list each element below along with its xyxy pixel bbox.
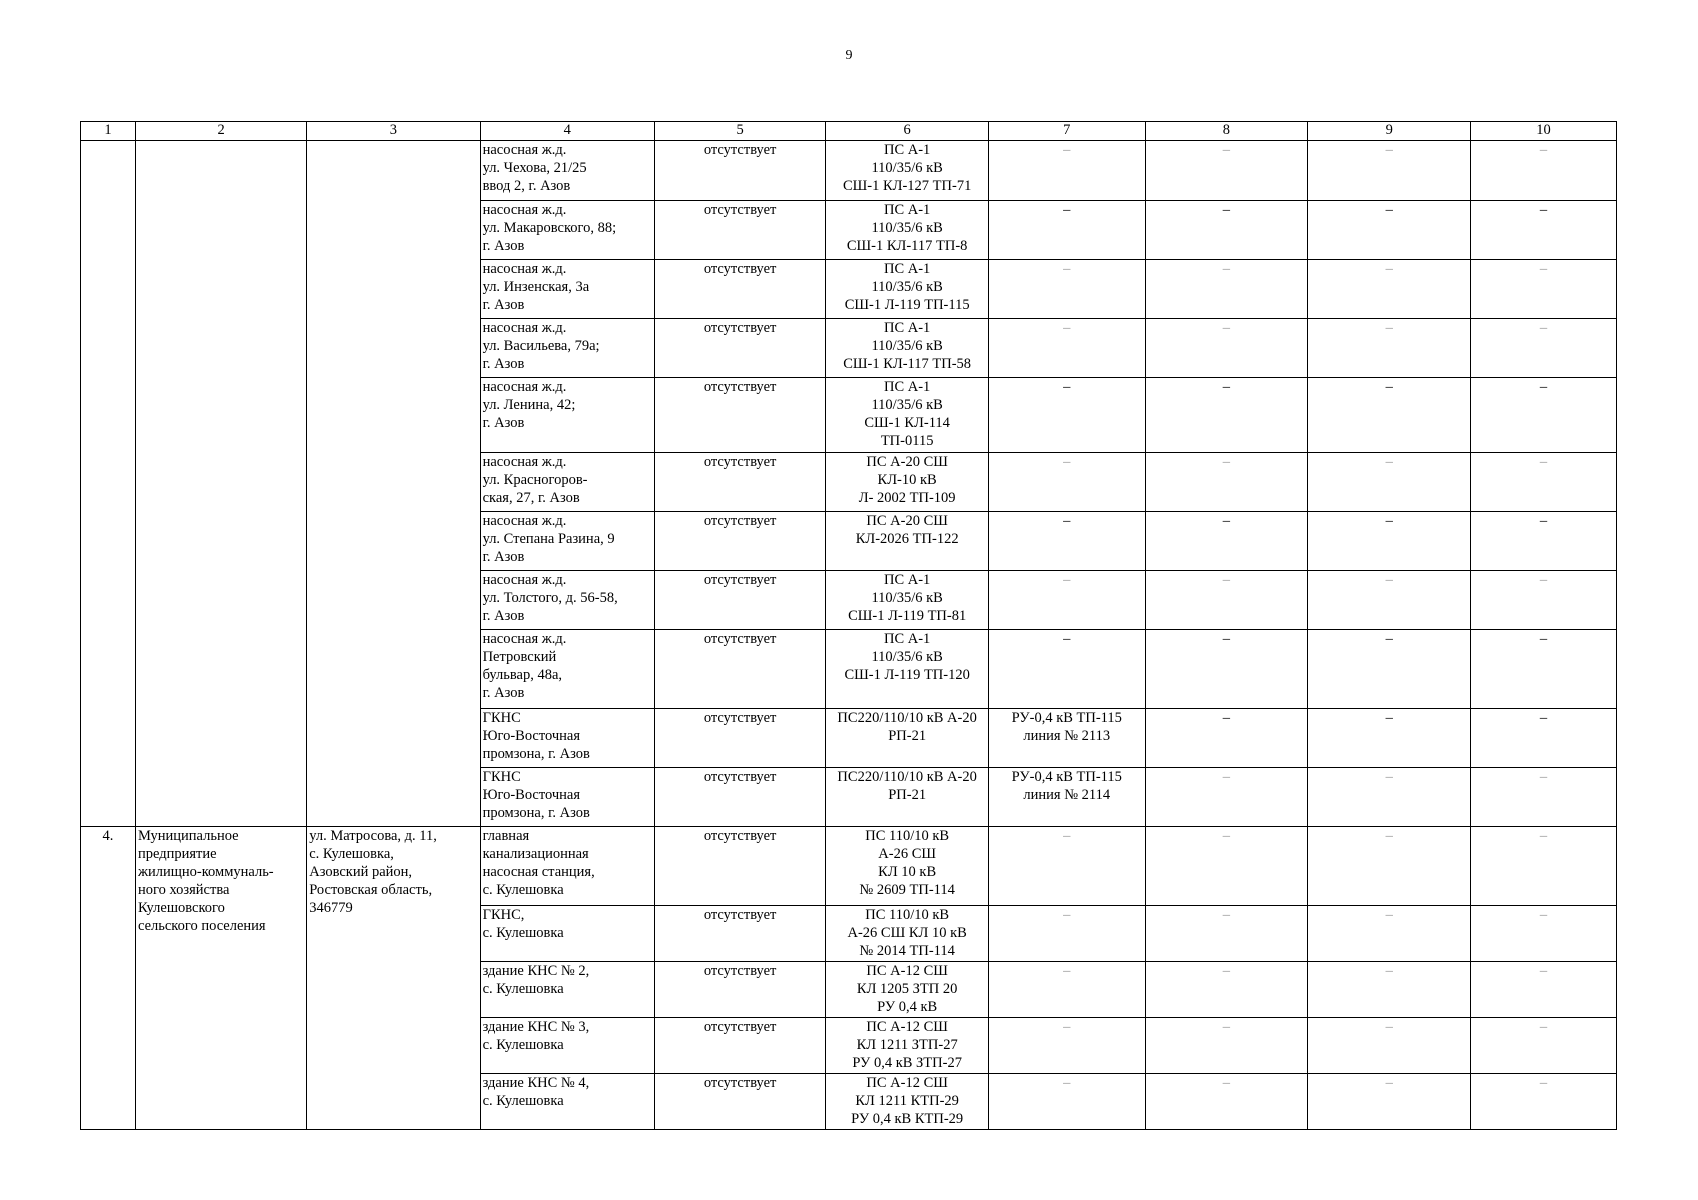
- cell-col8: –: [1145, 827, 1308, 906]
- cell-col9: –: [1308, 962, 1471, 1018]
- cell-col8: –: [1145, 571, 1308, 630]
- cell-col7: –: [989, 630, 1145, 709]
- cell-object: насосная ж.д. ул. Чехова, 21/25 ввод 2, г. Азов: [480, 141, 654, 201]
- cell-col10: –: [1471, 768, 1617, 827]
- cell-col7: –: [989, 1018, 1145, 1074]
- cell-col7: –: [989, 260, 1145, 319]
- cell-object: насосная ж.д. ул. Толстого, д. 56-58, г. Азов: [480, 571, 654, 630]
- cell-status: отсутствует: [655, 453, 826, 512]
- cell-supply-source: ПС А-1 110/35/6 кВ СШ-1 Л-119 ТП-115: [826, 260, 989, 319]
- cell-object: ГКНС Юго-Восточная промзона, г. Азов: [480, 768, 654, 827]
- cell-object: насосная ж.д. ул. Ленина, 42; г. Азов: [480, 378, 654, 453]
- cell-supply-source: ПС А-12 СШ КЛ 1205 ЗТП 20 РУ 0,4 кВ: [826, 962, 989, 1018]
- cell-col8: –: [1145, 378, 1308, 453]
- table-row: [81, 827, 1617, 906]
- cell-supply-source: ПС А-20 СШ КЛ-2026 ТП-122: [826, 512, 989, 571]
- column-header: 1: [81, 122, 136, 141]
- cell-supply-source: ПС 110/10 кВ А-26 СШ КЛ 10 кВ № 2609 ТП-114: [826, 827, 989, 906]
- cell-col7: –: [989, 201, 1145, 260]
- cell-col8: –: [1145, 1018, 1308, 1074]
- cell-object: главная канализационная насосная станция, с. Кулешовка: [480, 827, 654, 906]
- cell-connection-point: РУ-0,4 кВ ТП-115 линия № 2113: [989, 709, 1145, 768]
- cell-object: насосная ж.д. ул. Макаровского, 88; г. Азов: [480, 201, 654, 260]
- cell-supply-source: ПС220/110/10 кВ А-20 РП-21: [826, 768, 989, 827]
- cell-status: отсутствует: [655, 571, 826, 630]
- cell-supply-source: ПС А-1 110/35/6 кВ СШ-1 КЛ-117 ТП-8: [826, 201, 989, 260]
- column-header: 4: [480, 122, 654, 141]
- cell-col7: –: [989, 962, 1145, 1018]
- cell-col10: –: [1471, 319, 1617, 378]
- cell-object: ГКНС, с. Кулешовка: [480, 906, 654, 962]
- cell-col7: –: [989, 319, 1145, 378]
- cell-col8: –: [1145, 906, 1308, 962]
- cell-col8: –: [1145, 768, 1308, 827]
- cell-number-empty: [81, 141, 136, 827]
- cell-col7: –: [989, 378, 1145, 453]
- cell-org-empty: [135, 141, 306, 827]
- cell-status: отсутствует: [655, 962, 826, 1018]
- cell-object: здание КНС № 3, с. Кулешовка: [480, 1018, 654, 1074]
- cell-org-name: Муниципальное предприятие жилищно-коммуналь- ного хозяйства Кулешовского сельского поселения: [135, 827, 306, 1130]
- cell-status: отсутствует: [655, 630, 826, 709]
- cell-status: отсутствует: [655, 260, 826, 319]
- column-header: 10: [1471, 122, 1617, 141]
- cell-col9: –: [1308, 768, 1471, 827]
- header-row: [81, 122, 1617, 141]
- column-header: 3: [307, 122, 480, 141]
- cell-col8: –: [1145, 962, 1308, 1018]
- cell-col8: –: [1145, 1074, 1308, 1130]
- cell-col7: –: [989, 141, 1145, 201]
- cell-supply-source: ПС А-1 110/35/6 кВ СШ-1 КЛ-114 ТП-0115: [826, 378, 989, 453]
- cell-col10: –: [1471, 906, 1617, 962]
- cell-col7: –: [989, 453, 1145, 512]
- cell-org-address: ул. Матросова, д. 11, с. Кулешовка, Азовский район, Ростовская область, 346779: [307, 827, 480, 1130]
- cell-status: отсутствует: [655, 906, 826, 962]
- cell-col9: –: [1308, 319, 1471, 378]
- cell-col9: –: [1308, 630, 1471, 709]
- column-header: 9: [1308, 122, 1471, 141]
- column-header: 8: [1145, 122, 1308, 141]
- cell-object: насосная ж.д. Петровский бульвар, 48а, г. Азов: [480, 630, 654, 709]
- cell-col10: –: [1471, 1074, 1617, 1130]
- cell-col10: –: [1471, 453, 1617, 512]
- cell-supply-source: ПС А-1 110/35/6 кВ СШ-1 КЛ-127 ТП-71: [826, 141, 989, 201]
- cell-col8: –: [1145, 512, 1308, 571]
- cell-col9: –: [1308, 141, 1471, 201]
- cell-col9: –: [1308, 512, 1471, 571]
- cell-col9: –: [1308, 1074, 1471, 1130]
- data-table: [80, 121, 1617, 1130]
- cell-col9: –: [1308, 378, 1471, 453]
- cell-supply-source: ПС А-12 СШ КЛ 1211 ЗТП-27 РУ 0,4 кВ ЗТП-27: [826, 1018, 989, 1074]
- cell-col7: –: [989, 571, 1145, 630]
- cell-col9: –: [1308, 906, 1471, 962]
- cell-status: отсутствует: [655, 378, 826, 453]
- cell-status: отсутствует: [655, 319, 826, 378]
- cell-object: насосная ж.д. ул. Инзенская, 3а г. Азов: [480, 260, 654, 319]
- cell-supply-source: ПС А-1 110/35/6 кВ СШ-1 Л-119 ТП-120: [826, 630, 989, 709]
- cell-supply-source: ПС А-20 СШ КЛ-10 кВ Л- 2002 ТП-109: [826, 453, 989, 512]
- cell-object: насосная ж.д. ул. Васильева, 79а; г. Азов: [480, 319, 654, 378]
- cell-col7: –: [989, 1074, 1145, 1130]
- cell-status: отсутствует: [655, 827, 826, 906]
- cell-col7: –: [989, 827, 1145, 906]
- cell-object: ГКНС Юго-Восточная промзона, г. Азов: [480, 709, 654, 768]
- cell-status: отсутствует: [655, 1074, 826, 1130]
- cell-col10: –: [1471, 141, 1617, 201]
- cell-object: насосная ж.д. ул. Красногоров- ская, 27, г. Азов: [480, 453, 654, 512]
- cell-col10: –: [1471, 512, 1617, 571]
- cell-status: отсутствует: [655, 141, 826, 201]
- cell-col8: –: [1145, 630, 1308, 709]
- cell-col9: –: [1308, 709, 1471, 768]
- cell-supply-source: ПС220/110/10 кВ А-20 РП-21: [826, 709, 989, 768]
- cell-col7: –: [989, 906, 1145, 962]
- table-row: [81, 141, 1617, 201]
- cell-supply-source: ПС А-1 110/35/6 кВ СШ-1 КЛ-117 ТП-58: [826, 319, 989, 378]
- cell-col9: –: [1308, 827, 1471, 906]
- cell-col10: –: [1471, 571, 1617, 630]
- column-header: 5: [655, 122, 826, 141]
- cell-supply-source: ПС А-1 110/35/6 кВ СШ-1 Л-119 ТП-81: [826, 571, 989, 630]
- cell-address-empty: [307, 141, 480, 827]
- cell-col8: –: [1145, 260, 1308, 319]
- cell-col9: –: [1308, 260, 1471, 319]
- cell-supply-source: ПС 110/10 кВ А-26 СШ КЛ 10 кВ № 2014 ТП-114: [826, 906, 989, 962]
- cell-supply-source: ПС А-12 СШ КЛ 1211 КТП-29 РУ 0,4 кВ КТП-29: [826, 1074, 989, 1130]
- cell-col10: –: [1471, 201, 1617, 260]
- cell-col9: –: [1308, 453, 1471, 512]
- cell-col9: –: [1308, 571, 1471, 630]
- cell-col9: –: [1308, 1018, 1471, 1074]
- cell-col10: –: [1471, 709, 1617, 768]
- cell-col8: –: [1145, 709, 1308, 768]
- cell-col7: –: [989, 512, 1145, 571]
- cell-status: отсутствует: [655, 1018, 826, 1074]
- cell-object: здание КНС № 4, с. Кулешовка: [480, 1074, 654, 1130]
- cell-col10: –: [1471, 630, 1617, 709]
- cell-connection-point: РУ-0,4 кВ ТП-115 линия № 2114: [989, 768, 1145, 827]
- cell-status: отсутствует: [655, 768, 826, 827]
- cell-status: отсутствует: [655, 512, 826, 571]
- column-header: 2: [135, 122, 306, 141]
- cell-col10: –: [1471, 260, 1617, 319]
- cell-col8: –: [1145, 141, 1308, 201]
- cell-object: насосная ж.д. ул. Степана Разина, 9 г. Азов: [480, 512, 654, 571]
- page-number: 9: [845, 48, 853, 63]
- cell-status: отсутствует: [655, 201, 826, 260]
- column-header: 7: [989, 122, 1145, 141]
- cell-col10: –: [1471, 1018, 1617, 1074]
- cell-col8: –: [1145, 319, 1308, 378]
- cell-col8: –: [1145, 453, 1308, 512]
- cell-col10: –: [1471, 378, 1617, 453]
- cell-col10: –: [1471, 827, 1617, 906]
- column-header: 6: [826, 122, 989, 141]
- cell-col9: –: [1308, 201, 1471, 260]
- cell-status: отсутствует: [655, 709, 826, 768]
- cell-object: здание КНС № 2, с. Кулешовка: [480, 962, 654, 1018]
- cell-col10: –: [1471, 962, 1617, 1018]
- cell-col8: –: [1145, 201, 1308, 260]
- cell-number: 4.: [81, 827, 136, 1130]
